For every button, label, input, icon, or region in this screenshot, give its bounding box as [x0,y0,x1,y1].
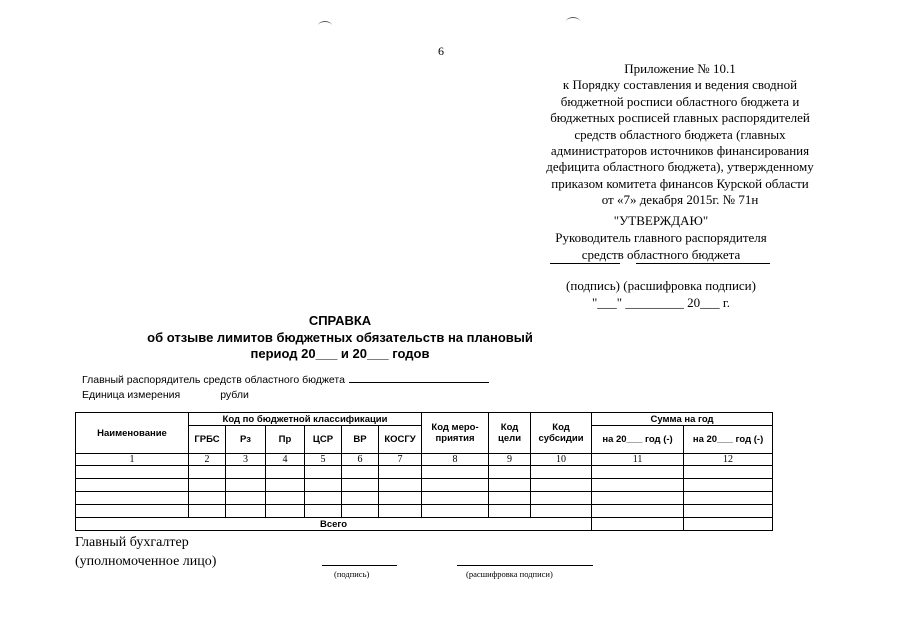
table-cell [342,466,379,479]
table-cell [305,505,342,518]
manager-row [82,372,489,388]
table-cell [76,492,189,505]
table-cell [76,466,189,479]
table-cell [531,466,592,479]
table-row [76,492,773,505]
appendix-line: приказом комитета финансов Курской области [551,175,809,191]
column-number: 3 [226,454,266,466]
appendix-block [530,61,830,209]
header-vr: ВР [342,426,379,454]
accountant-signature-caption: (подпись) [334,569,370,579]
header-goal-code: Код цели [489,413,531,454]
title-line: об отзыве лимитов бюджетных обязательств на плановый [147,329,533,345]
appendix-line: Приложение № 10.1 [624,61,736,76]
appendix-line: администраторов источников финансирования [550,143,810,159]
table-row [76,505,773,518]
approval-signature-lines [530,263,792,277]
column-number: 8 [422,454,489,466]
appendix-line: средств областного бюджета (главных [574,126,786,142]
table-cell [226,492,266,505]
column-number: 11 [592,454,684,466]
approval-heading: "УТВЕРЖДАЮ" [613,213,709,228]
report-table [75,412,773,531]
header-csr: ЦСР [305,426,342,454]
table-cell [226,505,266,518]
accountant-block [75,533,216,571]
approval-date: "___" _________ 20___ г. [592,295,730,310]
table-cell [531,492,592,505]
column-number: 2 [189,454,226,466]
table-cell [226,479,266,492]
header-pr: Пр [266,426,305,454]
table-cell [379,466,422,479]
table-cell [684,466,773,479]
column-number: 6 [342,454,379,466]
unit-value: рубли [220,389,249,401]
table-cell [379,479,422,492]
header-classification: Код по бюджетной классификации [189,413,422,426]
table-cell [489,466,531,479]
appendix-line: дефицита областного бюджета), утвержденному [546,159,814,175]
header-subsidy-code: Код субсидии [531,413,592,454]
table-cell [592,479,684,492]
table-cell [226,466,266,479]
table-cell [422,505,489,518]
table-cell [305,466,342,479]
accountant-title: Главный бухгалтер [75,535,189,550]
column-number: 12 [684,454,773,466]
table-cell [422,466,489,479]
table-cell [266,466,305,479]
header-grbs: ГРБС [189,426,226,454]
header-year2: на 20___ год (-) [684,426,773,454]
column-number: 5 [305,454,342,466]
approval-signature-caption: (подпись) (расшифровка подписи) [566,278,756,293]
table-cell [684,492,773,505]
unit-row [82,388,489,403]
table-cell [531,479,592,492]
title-line: период 20___ и 20___ годов [250,346,430,361]
title-line: СПРАВКА [308,313,372,328]
table-cell [342,505,379,518]
appendix-line: от «7» декабря 2015г. № 71н [601,192,759,208]
total-year1 [592,518,684,531]
table-cell [189,479,226,492]
appendix-line: бюджетных росписей главных распорядителей [550,110,810,126]
appendix-line: к Порядку составления и ведения сводной [562,77,798,93]
table-cell [266,492,305,505]
table-cell [684,479,773,492]
table-cell [76,505,189,518]
table-cell [592,466,684,479]
header-event-code: Код меро-приятия [422,413,489,454]
column-number: 1 [76,454,189,466]
header-name: Наименование [76,413,189,454]
total-year2 [684,518,773,531]
table-cell [422,492,489,505]
approval-block [530,212,792,311]
column-number: 4 [266,454,305,466]
table-cell [592,505,684,518]
table-cell [305,492,342,505]
table-cell [266,505,305,518]
table-cell [489,505,531,518]
table-cell [422,479,489,492]
table-cell [489,479,531,492]
approval-line: Руководитель главного распорядителя [555,230,767,245]
manager-label: Главный распорядитель средств областного бюджета [82,374,345,386]
table-cell [684,505,773,518]
column-number: 7 [379,454,422,466]
approval-decode-blank [636,263,770,264]
total-row [76,518,773,531]
table-cell [489,492,531,505]
table-cell [305,479,342,492]
table-cell [342,479,379,492]
header-kosgu: КОСГУ [379,426,422,454]
appendix-line: бюджетной росписи областного бюджета и [560,93,800,109]
column-number: 9 [489,454,531,466]
column-number-row [76,454,773,466]
header-rz: Рз [226,426,266,454]
table-cell [592,492,684,505]
table-cell [266,479,305,492]
header-year1: на 20___ год (-) [592,426,684,454]
unit-label: Единица измерения [82,389,181,401]
meta-block [82,372,489,403]
accountant-subtitle: (уполномоченное лицо) [75,554,217,569]
table-cell [189,466,226,479]
accountant-decode-caption: (расшифровка подписи) [466,569,553,579]
scan-mark-left [318,21,332,30]
column-number: 10 [531,454,592,466]
table-row [76,479,773,492]
accountant-signature-blank [322,565,397,566]
table-cell [531,505,592,518]
table-row [76,466,773,479]
scan-mark-right [566,17,580,26]
approval-signature-blank [550,263,620,264]
table-cell [342,492,379,505]
accountant-decode-blank [457,565,593,566]
header-sum: Сумма на год [592,413,773,426]
document-title [130,313,550,363]
approval-line: средств областного бюджета [581,247,741,262]
table-cell [379,492,422,505]
table-cell [189,492,226,505]
table-cell [379,505,422,518]
table-cell [76,479,189,492]
manager-blank [349,372,489,383]
page-number: 6 [438,44,444,58]
total-label: Всего [76,518,592,531]
table-cell [189,505,226,518]
